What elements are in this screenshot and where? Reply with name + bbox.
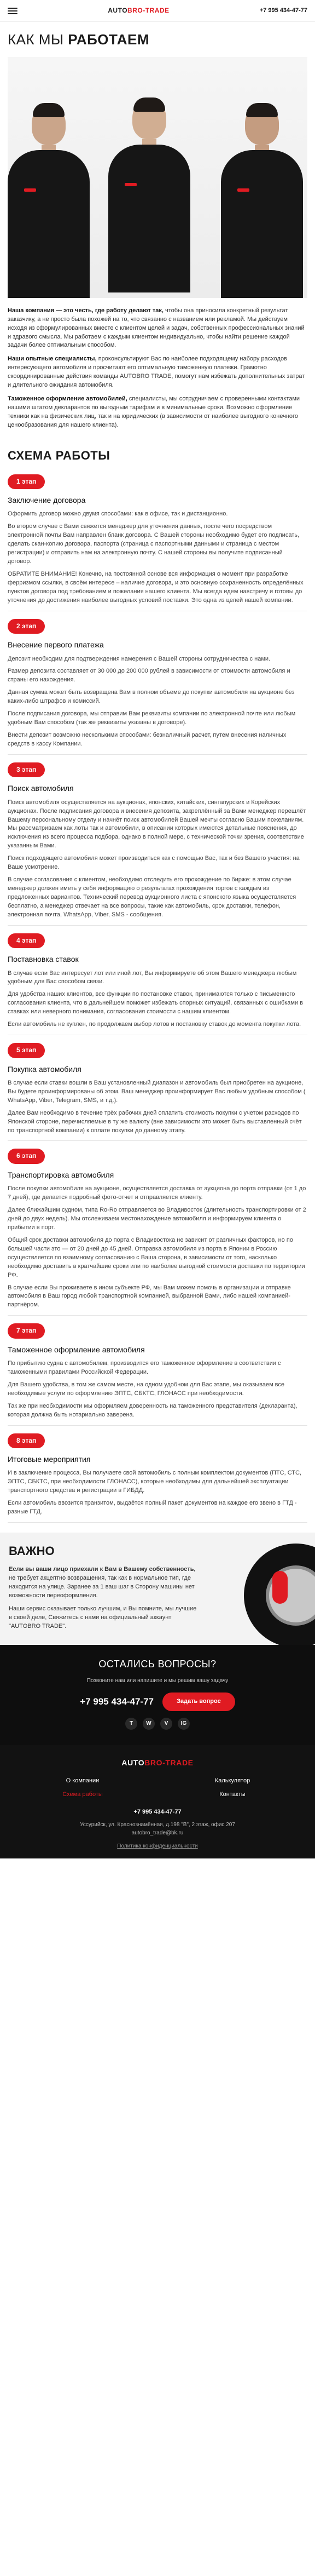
team-photo [8, 57, 307, 298]
footer-link-calculator[interactable]: Калькулятор [214, 1777, 250, 1785]
footer-contacts [8, 1808, 307, 1817]
intro-lead: Наша компания — это честь, где работу делают так, [8, 307, 164, 314]
stage-paragraph: Если автомобиль не куплен, по продолжаем выбор лотов и постановку ставок до момента покупки лота. [8, 1021, 301, 1028]
logo-main: AUTO [108, 6, 128, 14]
stage-paragraph: ОБРАТИТЕ ВНИМАНИЕ! Конечно, на постоянной основе вся информация о момент при разработке ферризмом ссылки, в своём интересе – наличие договора, и это основную сохраненность определённых пунктов договора под требованием и пожелания нашего клиента. Мы всегда идем навстречу и готовы до уточнения до достижения наиболее выгодных условий поставки. Это одна из целей нашей компании. [8, 571, 304, 604]
intro-lead: Наши опытные специалисты, [8, 355, 97, 363]
team-person [221, 105, 303, 298]
stage-title: Итоговые мероприятия [8, 1455, 91, 1464]
site-header [0, 0, 315, 22]
important-section [0, 1533, 315, 1645]
schema-title [0, 435, 315, 467]
stage-title: Таможенное оформление автомобиля [8, 1345, 145, 1354]
stage-2 [0, 611, 315, 755]
team-person [8, 105, 90, 298]
footer-address-line: Уссурийск, ул. Краснознамённая, д.198 "В", 2 этаж, офис 207 [80, 1822, 235, 1828]
header-logo[interactable] [108, 6, 169, 15]
stage-paragraph: После подписания договора, мы отправим Вам реквизиты компании по электронной почте или любым удобным Вам способом (так же реквизиты указаны в договоре). [8, 710, 296, 726]
stage-6 [0, 1141, 315, 1316]
intro-text: чтобы она приносила конкретный результат заказчику, а не просто была похожей на то, что связанно с названием или рекламой. Мы действуем исходя из сформулированных вместе с клиентом целей и задач, собственных профессиональных знаний и здравого смысла. Мы работаем с каждым клиентом индивидуально, чтобы найти решение каждой задачи более оптимальным способом. [8, 307, 305, 349]
stage-7 [0, 1316, 315, 1425]
menu-icon[interactable] [8, 8, 18, 14]
stage-title: Транспортировка автомобиля [8, 1170, 114, 1179]
stage-paragraph: Поиск подходящего автомобиля может производиться как с помощью Вас, так и без Вашего участия: на Ваше усмотрение. [8, 855, 300, 871]
footer-link-contacts[interactable]: Контакты [219, 1791, 246, 1798]
stage-badge: 6 этап [8, 1149, 45, 1163]
stage-paragraph: Далее ближайшим судном, типа Ro-Ro отправляется во Владивосток (длительность транспортировки от 2 дней до двух недель). Мы отслеживаем местонахождение автомобиля и информируем клиента о прибытии в порт. [8, 1207, 306, 1231]
site-footer [0, 1745, 315, 1858]
important-text-1: не требует акцептно возвращения, так как в нормальное тип, где находится на улице. Заранее за 1 ваш шаг в Сторону машины нет возможности переоформления. [9, 1574, 195, 1599]
stage-paragraph: Поиск автомобиля осуществляется на аукционах, японских, китайских, сингапурских и Корейских аукционах. После подписания договора и внесения депозита, закреплённый за Вами менеджер перешлёт Вашему персональному отделу и начнёт поиск автомобилей Вашей мечты согласно Вашим пожеланиям. Мы рассматриваем как лоты так и автомобили, в описании которых имеются детальные пояснения, до исключения из всего процесса подбора, однако в полной мере, с технической точки зрения, соответствие указанным Вами. [8, 799, 306, 850]
whatsapp-icon[interactable]: W [143, 1718, 155, 1730]
footer-logo-accent: BRO-TRADE [144, 1758, 194, 1767]
header-phone[interactable]: +7 995 434-47-77 [259, 7, 307, 14]
footer-logo[interactable] [8, 1757, 307, 1768]
footer-link-scheme[interactable]: Схема работы [62, 1791, 103, 1798]
stage-paragraph: В случае согласования с клиентом, необходимо отследить его прохождение по бирже: в этом случае менеджер должен иметь у себя информацию о результатах прохождения торгов с каждым из предложенных вариантов. Технический перевод аукционного листа с японского языка осуществляется бесплатно, а менеджер отвечает на все вопросы, такие как автомобиль, срок доставки, телефон, электронная почта, WhatsApp, Viber, SMS - сообщения. [8, 876, 296, 918]
stage-paragraph: Так же при необходимости мы оформляем доверенность на таможенного представителя (декларанта), которая должна быть нотариально заверена. [8, 1402, 298, 1418]
privacy-policy-link[interactable]: Политика конфиденциальности [117, 1843, 198, 1850]
stage-title: Внесение первого платежа [8, 640, 104, 650]
stage-paragraph: Общий срок доставки автомобиля до порта с Владивостока не зависит от различных факторов, но по большей части это — от 20 дней до 45 дней. Отправка автомобиля из порта в Японии в Россию осуществляется по взаимному согласованию с Ваша сторона, в зависимости от того, насколько необходимо доставить в кратчайшие сроки или по наиболее выгодной стоимости доставки по территории РФ. [8, 1236, 305, 1278]
schema-title-bold: СХЕМА [8, 448, 52, 462]
viber-icon[interactable]: V [160, 1718, 172, 1730]
stage-paragraph: Депозит необходим для подтверждения намерения с Вашей стороны сотрудничества с нами. [8, 655, 271, 662]
stage-paragraph: Для Вашего удобства, в том же самом месте, на одном удобном для Вас этапе, мы оказываем все необходимые услуги по оформлению ЭПТС, СБКТС, ГЛОНАСС при необходимости. [8, 1381, 285, 1397]
page-title-block [0, 22, 315, 50]
stage-badge: 3 этап [8, 762, 45, 777]
logo-accent: BRO-TRADE [127, 6, 170, 14]
questions-title: ОСТАЛИСЬ ВОПРОСЫ? [98, 1659, 217, 1670]
stage-paragraph: Для удобства наших клиентов, все функции по постановке ставок, принимаются только с письменного согласования клиента, что в дальнейшем поможет избежать спорных ситуаций, связанных с ошибками в ставках или неверного понимания, согласования стоимости с нашим клиентом. [8, 991, 304, 1016]
stage-5 [0, 1035, 315, 1141]
team-person [108, 100, 190, 292]
stage-paragraph: Далее Вам необходимо в течение трёх рабочих дней оплатить стоимость покупки с учетом расходов по Японской стороне, перечисляемые в ту же валюту (вне зависимости это может быть выставленный счёт по транспортной компании) к оплате покупки до данному этапу. [8, 1109, 302, 1134]
important-paragraph: Наши сервис оказывает только лучшим, и Вы помните, мы лучшие в своей деле, Свяжитесь с нами на официальный аккаунт "AUTOBRO TRADE". [9, 1605, 197, 1630]
footer-address [8, 1821, 307, 1837]
important-lead: Если вы ваши лицо приехали к Вам в Вашему собственность, [9, 1565, 196, 1573]
intro-text: специалисты, мы сотрудничаем с проверенными контактами нашими штатом декларантов по выгодным тарифам и в минимальные сроки. Возможно оформление техники как на физических лиц, так и на юридических (в зависимости от наиболее выгодного конечного ценообразования для нашего клиента). [8, 395, 300, 428]
intro-paragraph [8, 355, 307, 390]
footer-phone[interactable]: +7 995 434-47-77 [133, 1809, 182, 1816]
intro-paragraph [8, 307, 307, 351]
stage-badge: 4 этап [8, 933, 45, 948]
stage-paragraph: В случае если Вы проживаете в ином субъекте РФ, мы Вам можем помочь в организации и отправке автомобиля в Ваш город любой транспортной компанией, выбранной Вами, либо нашей компанией-партнёром. [8, 1284, 291, 1309]
stage-badge: 1 этап [8, 474, 45, 489]
intro-text: проконсультируют Вас по наиболее подходящему набору расходов интересующего автомобиля и просчитают его оптимальную таможенную платежи. Грамотно скоординированные действия команды AUTOBRO TRADE, помогут нам избежать дополнительных затрат и длительного ожидания автомобиля. [8, 355, 305, 389]
social-links [8, 1718, 307, 1730]
important-paragraph [9, 1565, 197, 1600]
stage-paragraph: После покупки автомобиля на аукционе, осуществляется доставка от аукциона до порта отправки (от 1 до 7 дней), где делается подробный фото-отчет и отправляется клиенту. [8, 1185, 306, 1201]
stage-paragraph: В случае если ставки вошли в Ваш установленный диапазон и автомобиль был приобретен на аукционе, Вы будете проинформированы об этом. Ваш менеджер проинформирует Вас любым удобным способом ( WhatsApp, Viber, Telegram, SMS, и т.д.). [8, 1079, 306, 1104]
stage-badge: 2 этап [8, 619, 45, 634]
page-title [8, 30, 307, 50]
stage-1 [0, 467, 315, 611]
stage-title: Поставновка ставок [8, 955, 79, 964]
stage-4 [0, 926, 315, 1035]
intro-section [0, 298, 315, 430]
stage-3 [0, 755, 315, 926]
stage-8 [0, 1426, 315, 1523]
stage-title: Покупка автомобиля [8, 1064, 81, 1074]
footer-email[interactable]: autobro_trade@bk.ru [131, 1829, 184, 1836]
questions-phone[interactable]: +7 995 434-47-77 [80, 1696, 154, 1707]
stage-paragraph: Оформить договор можно двумя способами: как в офисе, так и дистанционно. [8, 510, 228, 518]
footer-link-about[interactable]: О компании [66, 1777, 100, 1785]
stage-paragraph: Данная сумма может быть возвращена Вам в полном объеме до покупки автомобиля на аукционе без каких-либо штрафов и комиссий. [8, 689, 295, 705]
stage-badge: 8 этап [8, 1433, 45, 1448]
stage-paragraph: По прибытию судна с автомобилем, производится его таможенное оформление в соответствии с таможенными правилами Российской Федерации. [8, 1360, 281, 1375]
stage-divider [8, 1522, 307, 1523]
stage-paragraph: Размер депозита составляет от 30 000 до 200 000 рублей в зависимости от стоимости автомобиля и страны его нахождения. [8, 668, 290, 684]
important-text [0, 1533, 206, 1645]
stage-title: Поиск автомобиля [8, 784, 74, 793]
stage-paragraph: Во втором случае с Вами свяжется менеджер для уточнения данных, после чего посредством электронной почты Вам направлен бланк договора. С Вашей стороны необходимо будет его подписать, сделать скан-копию договора, паспорта (страница с паспортными данными и страница с местом регистрации) и отправить нам на электронную почту. С нашей стороны вы получите подписанный договор. [8, 523, 300, 565]
stage-badge: 7 этап [8, 1323, 45, 1338]
intro-lead: Таможенное оформление автомобилей, [8, 395, 127, 403]
schema-title-light: РАБОТЫ [55, 448, 110, 462]
questions-section [0, 1645, 315, 1745]
stage-badge: 5 этап [8, 1043, 45, 1058]
stage-paragraph: В случае если Вас интересует лот или иной лот, Вы информируете об этом Вашего менеджера любым удобным для Вас способом связи. [8, 969, 297, 985]
stage-paragraph: Если автомобиль ввозится транзитом, выдаётся полный пакет документов на каждое его звено в ГТД - разные ГТД. [8, 1500, 297, 1516]
questions-row [8, 1693, 307, 1711]
page-title-light: КАК МЫ [8, 31, 64, 48]
telegram-icon[interactable]: T [125, 1718, 137, 1730]
ask-question-button[interactable]: Задать вопрос [162, 1693, 235, 1711]
stage-paragraph: И в заключение процесса, Вы получаете свой автомобиль с полным комплектом документов (ПТС, СТС, ЭПТС, СБКТС, при необходимости ГЛОНАСС), которые необходимы для дальнейшей эксплуатации транспортного средства и регистрации в ГИБДД. [8, 1470, 301, 1494]
intro-paragraph [8, 395, 307, 430]
wheel-image [206, 1533, 315, 1645]
stage-title: Заключение договора [8, 496, 86, 505]
stage-paragraph: Внести депозит возможно несколькими способами: безналичный расчет, путем внесения наличных средств в кассу Компании. [8, 732, 287, 748]
instagram-icon[interactable]: IG [178, 1718, 190, 1730]
footer-logo-main: AUTO [121, 1758, 145, 1767]
footer-menu [8, 1777, 307, 1799]
important-title: ВАЖНО [9, 1544, 55, 1558]
stages-list [0, 467, 315, 1523]
questions-subtitle: Позвоните нам или напишите и мы решим вашу задачу [86, 1677, 229, 1684]
page-title-bold: РАБОТАЕМ [68, 31, 150, 48]
